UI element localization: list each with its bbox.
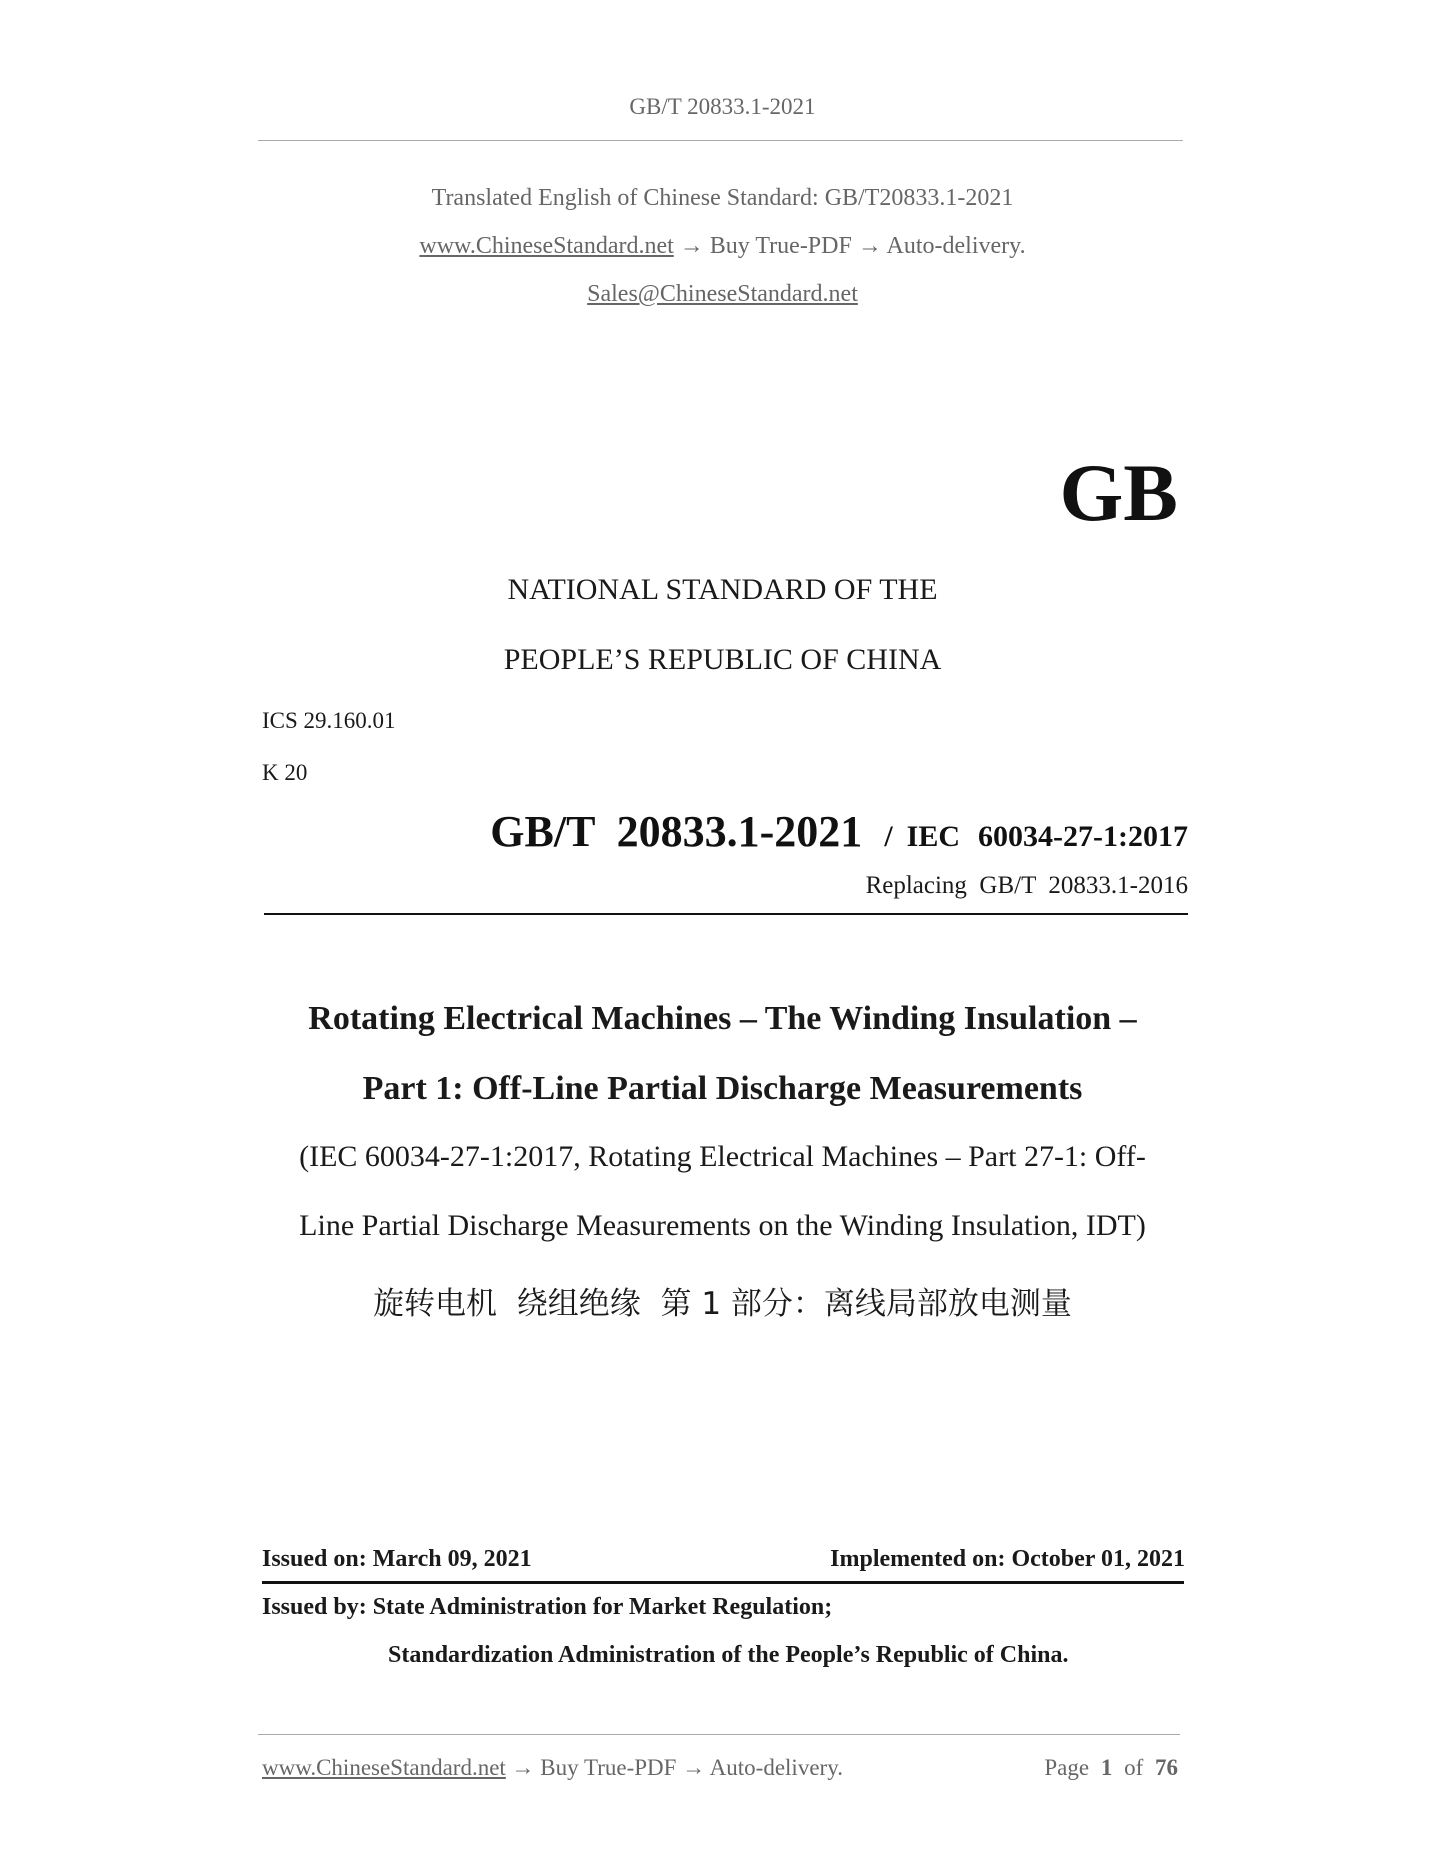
national-standard-line1: NATIONAL STANDARD OF THE <box>507 573 938 606</box>
footer-divider <box>258 1734 1180 1735</box>
website-link[interactable]: www.ChineseStandard.net <box>419 233 674 259</box>
arrow-icon: → <box>679 233 704 259</box>
issued-on: Issued on: March 09, 2021 <box>262 1546 532 1572</box>
arrow-icon: → <box>511 1755 535 1780</box>
buy-true-pdf-link[interactable]: Buy True-PDF <box>709 233 852 259</box>
total-pages: 76 <box>1155 1755 1178 1780</box>
footer-buy-line <box>262 1755 843 1781</box>
footer-website-link[interactable]: www.ChineseStandard.net <box>262 1755 506 1780</box>
buy-line <box>0 233 1445 260</box>
title-divider <box>264 913 1188 915</box>
of-label: of <box>1124 1755 1144 1780</box>
footer-buy-link[interactable]: Buy True-PDF <box>540 1755 677 1780</box>
implemented-on: Implemented on: October 01, 2021 <box>830 1546 1185 1572</box>
page-indicator <box>1044 1755 1178 1781</box>
email-line <box>0 281 1445 308</box>
arrow-icon: → <box>682 1755 706 1780</box>
arrow-icon: → <box>857 233 882 259</box>
iec-prefix: IEC <box>906 820 961 853</box>
slash-separator: / <box>884 820 893 853</box>
gb-logo: GB <box>1059 447 1178 538</box>
classification-code: K 20 <box>262 760 308 785</box>
chinese-title: 旋转电机 绕组绝缘 第 1 部分：离线局部放电测量 <box>373 1286 1072 1322</box>
standard-number: GB/T 20833.1-2021 <box>490 807 863 856</box>
footer-auto-delivery: Auto-delivery. <box>709 1755 843 1780</box>
replacing-note: Replacing GB/T 20833.1-2016 <box>865 872 1188 899</box>
running-header: GB/T 20833.1-2021 <box>629 94 816 119</box>
translated-notice: Translated English of Chinese Standard: GB/T20833.1-2021 <box>431 185 1014 211</box>
standard-number-line <box>490 806 1188 857</box>
document-title-line2: Part 1: Off-Line Partial Discharge Measurements <box>362 1070 1083 1107</box>
national-standard-line2: PEOPLE’S REPUBLIC OF CHINA <box>503 643 942 676</box>
header-divider <box>258 140 1183 141</box>
page-label: Page <box>1044 1755 1090 1780</box>
iec-reference-line1: (IEC 60034-27-1:2017, Rotating Electrical Machines – Part 27-1: Off- <box>299 1140 1146 1173</box>
issued-by: Issued by: State Administration for Market Regulation; <box>262 1594 833 1620</box>
auto-delivery-text: Auto-delivery. <box>886 233 1026 259</box>
iec-reference-line2: Line Partial Discharge Measurements on the Winding Insulation, IDT) <box>299 1209 1146 1242</box>
iec-number: 60034-27-1:2017 <box>978 820 1188 853</box>
page-number: 1 <box>1100 1755 1113 1780</box>
document-title-line1: Rotating Electrical Machines – The Winding Insulation – <box>308 1000 1137 1037</box>
ics-code: ICS 29.160.01 <box>262 708 396 733</box>
issued-by-second: Standardization Administration of the People’s Republic of China. <box>388 1642 1069 1668</box>
issue-divider <box>262 1581 1184 1584</box>
email-link[interactable]: Sales@ChineseStandard.net <box>587 281 858 307</box>
